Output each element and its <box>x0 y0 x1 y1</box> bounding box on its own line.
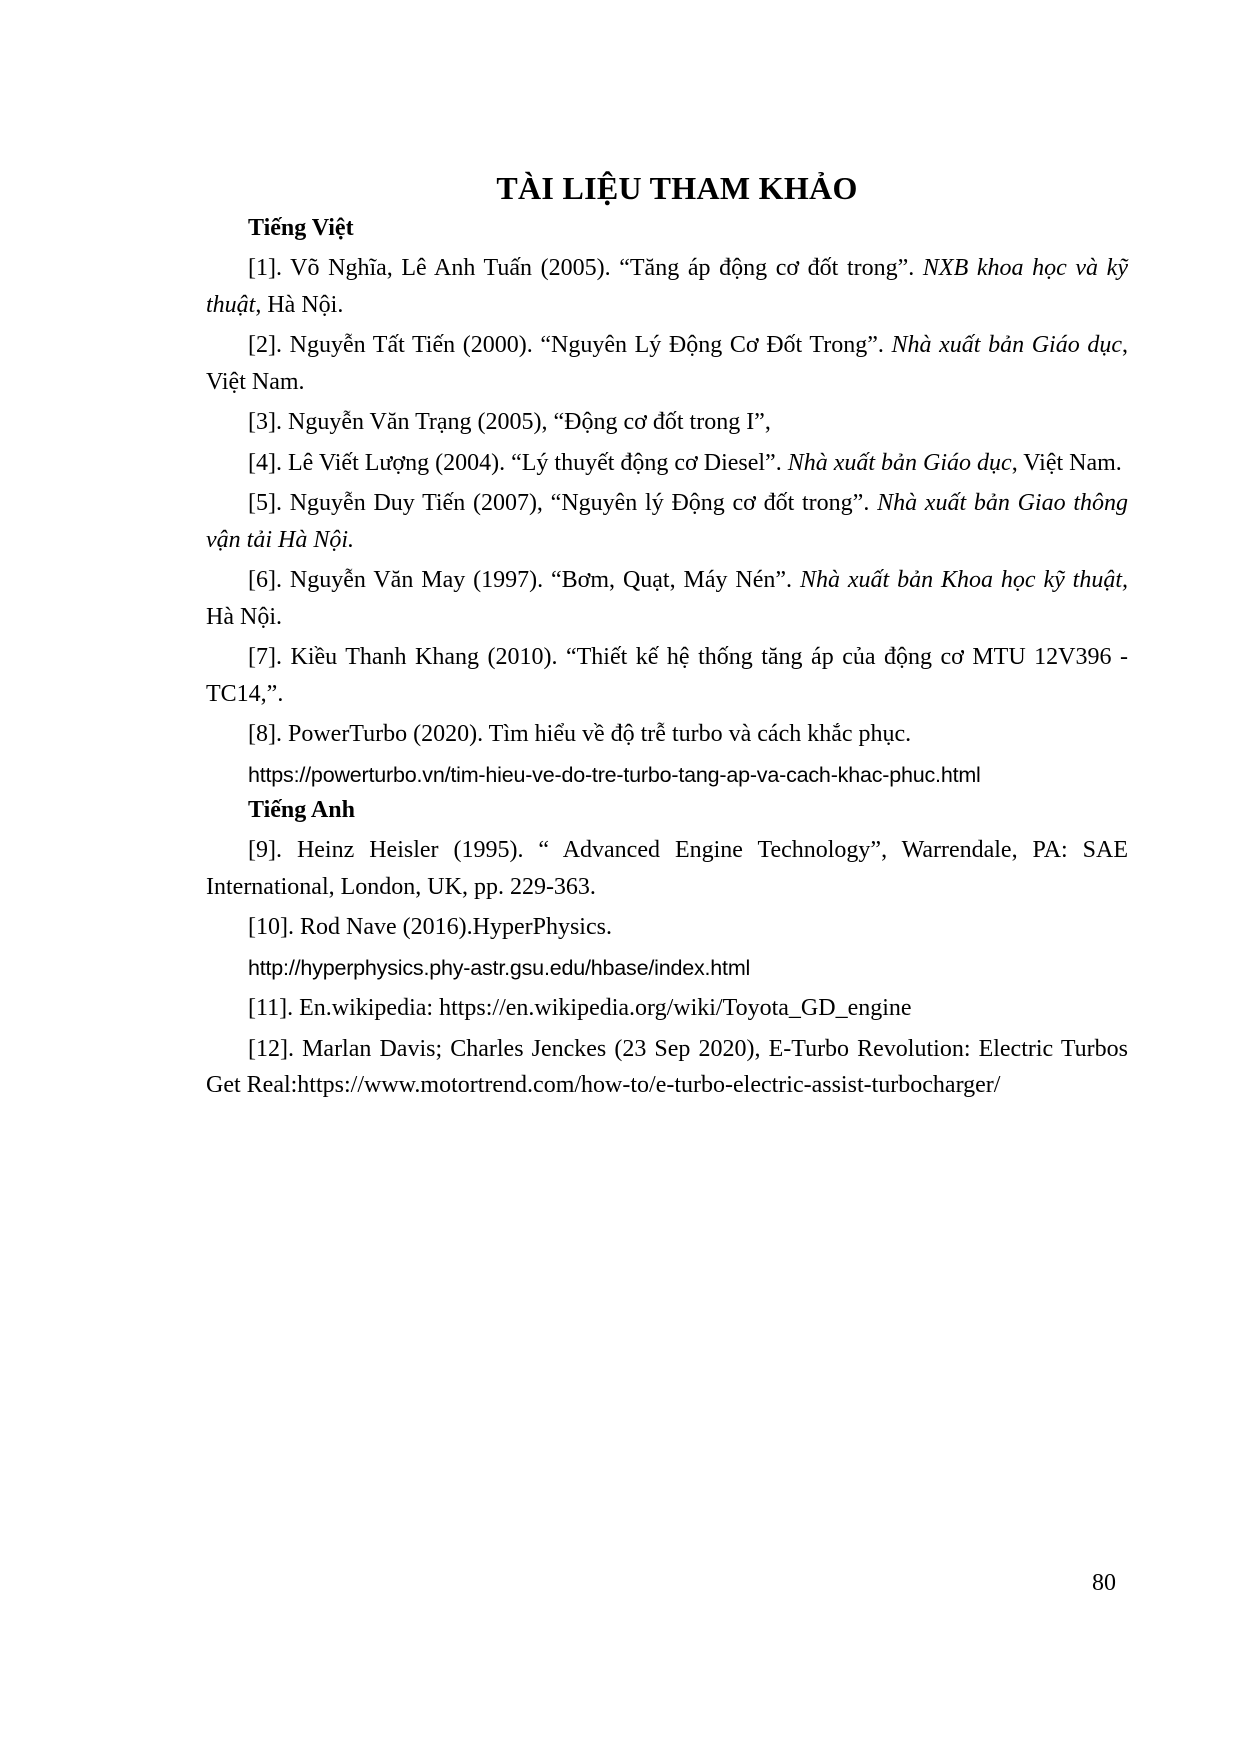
reference-12: [12]. Marlan Davis; Charles Jenckes (23 Sep 2020), E-Turbo Revolution: Electric Turbos Get Real:https://www.motortrend.com/how-to/e-turbo-electric-assist-turbocharger/ <box>206 1035 1128 1098</box>
reference-9: [9]. Heinz Heisler (1995). “ Advanced Engine Technology”, Warrendale, PA: SAE International, London, UK, pp. 229-363. <box>206 837 1128 900</box>
reference-1 <box>206 250 1128 323</box>
reference-source: Nhà xuất bản Khoa học kỹ thuật, <box>799 567 1128 593</box>
reference-text: [5]. Nguyễn Duy Tiến (2007), “Nguyên lý Động cơ đốt trong”. <box>248 490 878 516</box>
reference-8-url[interactable]: https://powerturbo.vn/tim-hieu-ve-do-tre-turbo-tang-ap-va-cach-khac-phuc.html <box>248 762 981 787</box>
reference-location: , Hà Nội. <box>255 291 344 318</box>
reference-source: Nhà xuất bản Giáo dục <box>787 449 1012 476</box>
reference-source: Nhà xuất bản Giáo dục <box>891 332 1123 358</box>
reference-text: [4]. Lê Viết Lượng (2004). “Lý thuyết động cơ Diesel”. <box>248 449 788 476</box>
references-page <box>206 170 1128 1108</box>
reference-10-url[interactable]: http://hyperphysics.phy-astr.gsu.edu/hbase/index.html <box>248 955 751 980</box>
reference-6 <box>206 562 1128 635</box>
section-heading-english: Tiếng Anh <box>248 797 355 823</box>
reference-7 <box>206 639 1128 712</box>
reference-text: [1]. Võ Nghĩa, Lê Anh Tuấn (2005). “Tăng áp động cơ đốt trong”. <box>248 255 923 281</box>
reference-8 <box>206 716 1128 753</box>
reference-location: Hà Nội. <box>206 603 282 630</box>
section-heading-vietnamese: Tiếng Việt <box>248 215 354 241</box>
reference-text: [7]. Kiều Thanh Khang (2010). “Thiết kế hệ thống tăng áp của động cơ MTU 12V396 - TC14,”. <box>206 644 1128 707</box>
reference-text: [6]. Nguyễn Văn May (1997). “Bơm, Quạt, Máy Nén”. <box>248 567 800 593</box>
reference-5 <box>206 485 1128 558</box>
page-number: 80 <box>1092 1570 1116 1596</box>
reference-text: [3]. Nguyễn Văn Trạng (2005), “Động cơ đốt trong I”, <box>248 409 771 435</box>
reference-11: [11]. En.wikipedia: https://en.wikipedia.org/wiki/Toyota_GD_engine <box>248 995 912 1021</box>
reference-location: , Việt Nam. <box>1011 449 1122 476</box>
page-title: TÀI LIỆU THAM KHẢO <box>496 170 858 206</box>
reference-2 <box>206 327 1128 400</box>
reference-4 <box>206 445 1128 482</box>
reference-location: , Việt Nam. <box>206 332 1129 395</box>
reference-3 <box>206 404 1128 441</box>
reference-source: NXB khoa học và kỹ thuật <box>206 255 1128 318</box>
reference-text: [2]. Nguyễn Tất Tiến (2000). “Nguyên Lý Động Cơ Đốt Trong”. <box>248 332 892 358</box>
reference-text: [8]. PowerTurbo (2020). Tìm hiểu về độ trễ turbo và cách khắc phục. <box>248 721 912 747</box>
reference-source: Nhà xuất bản Giao thông vận tải Hà Nội. <box>206 490 1129 553</box>
reference-10: [10]. Rod Nave (2016).HyperPhysics. <box>248 914 612 940</box>
